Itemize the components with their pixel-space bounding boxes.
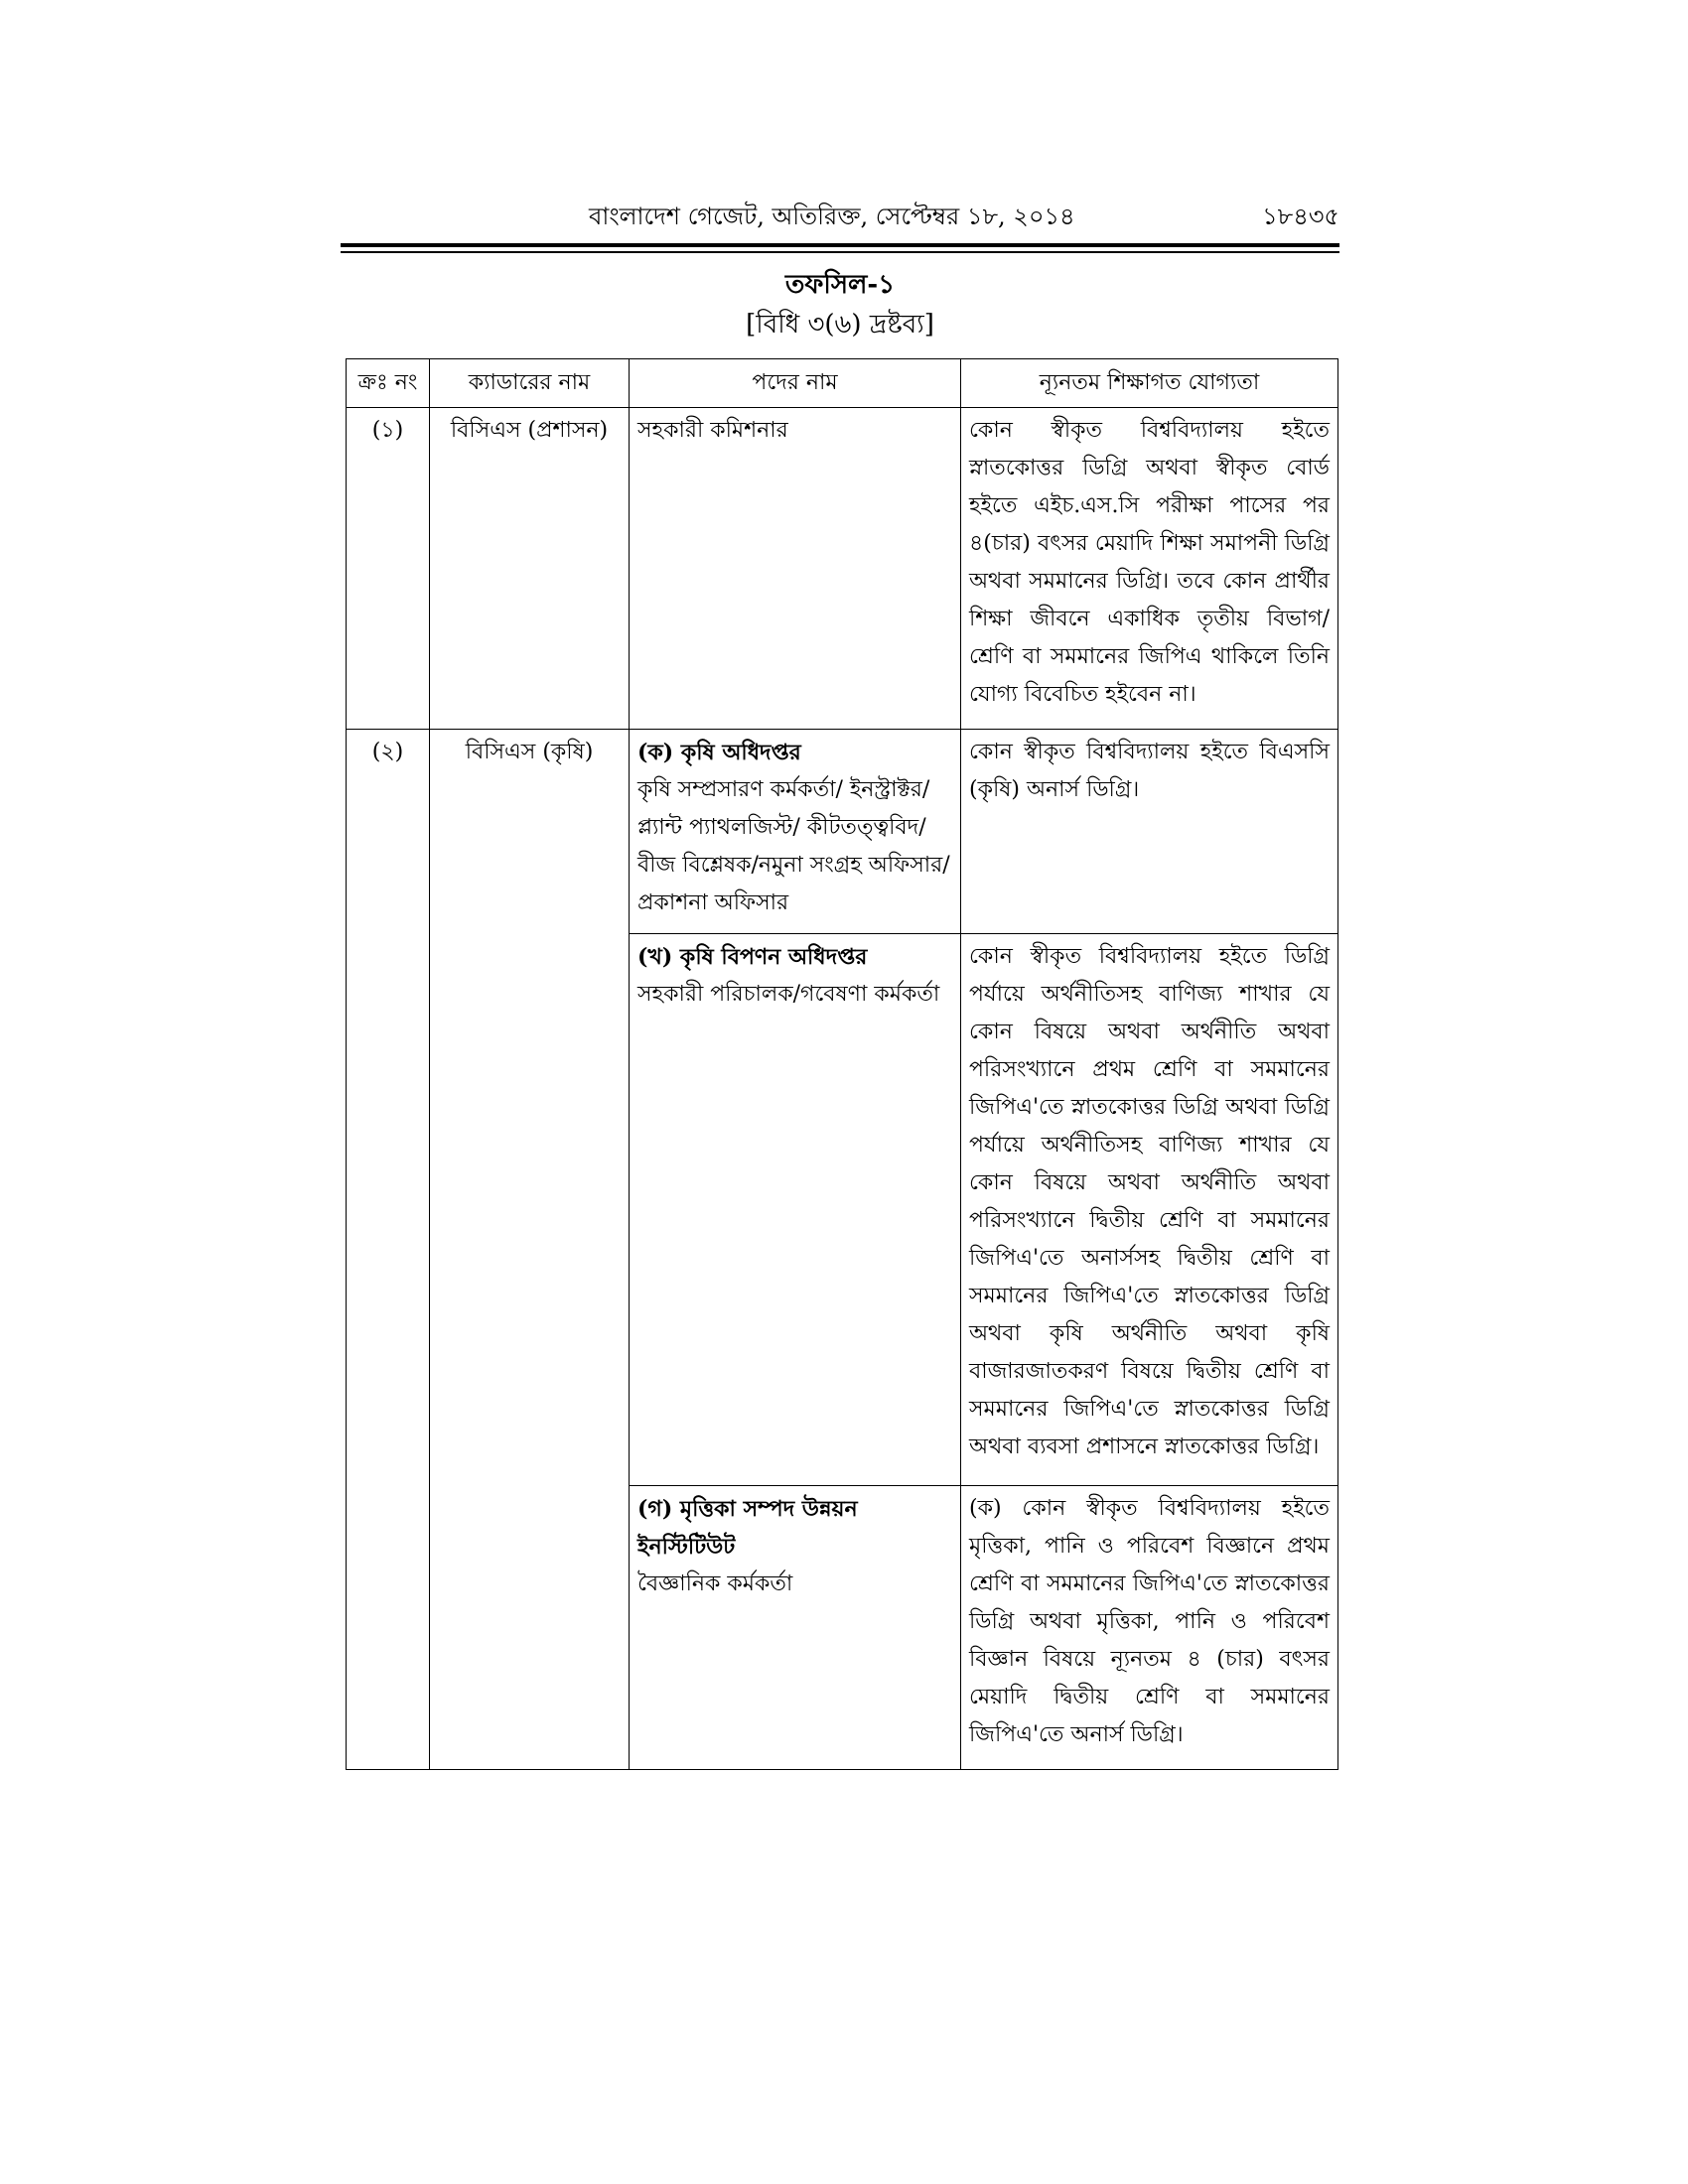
row-qualification: কোন স্বীকৃত বিশ্ববিদ্যালয় হইতে স্নাতকোত্তর ডিগ্রি অথবা স্বীকৃত বোর্ড হইতে এইচ.এস.সি পরীক্ষা পাসের পর ৪(চার) বৎসর মেয়াদি শিক্ষা সমাপনী ডিগ্রি অথবা সমমানের ডিগ্রি। তবে কোন প্রার্থীর শিক্ষা জীবনে একাধিক তৃতীয় বিভাগ/শ্রেণি বা সমমানের জিপিএ থাকিলে তিনি যোগ্য বিবেচিত হইবেন না। bbox=[961, 408, 1338, 730]
post-name: কৃষি সম্প্রসারণ কর্মকর্তা/ ইনস্ট্রাক্টর/প্ল্যান্ট প্যাথলজিস্ট/ কীটতত্ত্ববিদ/ বীজ বিশ্লেষক/নমুনা সংগ্রহ অফিসার/ প্রকাশনা অফিসার bbox=[637, 777, 950, 915]
header-post: পদের নাম bbox=[630, 359, 961, 408]
post-department: (খ) কৃষি বিপণন অধিদপ্তর bbox=[637, 944, 868, 970]
header-serial: ক্রঃ নং bbox=[347, 359, 430, 408]
header-qualification: ন্যূনতম শিক্ষাগত যোগ্যতা bbox=[961, 359, 1338, 408]
header-cadre: ক্যাডারের নাম bbox=[430, 359, 630, 408]
row-post bbox=[630, 408, 961, 730]
row-serial: (২) bbox=[347, 730, 430, 1770]
post-department: (গ) মৃত্তিকা সম্পদ উন্নয়ন ইনস্টিটিউট bbox=[637, 1496, 858, 1560]
header-rule-thick bbox=[341, 243, 1339, 247]
row-post bbox=[630, 934, 961, 1486]
page-number: ১৮৪৩৫ bbox=[1262, 203, 1339, 230]
qualification-table bbox=[346, 358, 1338, 1770]
row-qualification: কোন স্বীকৃত বিশ্ববিদ্যালয় হইতে বিএসসি (কৃষি) অনার্স ডিগ্রি। bbox=[961, 730, 1338, 934]
post-department: (ক) কৃষি অধিদপ্তর bbox=[637, 740, 801, 765]
post-name: সহকারী পরিচালক/গবেষণা কর্মকর্তা bbox=[637, 982, 940, 1007]
table-header-row bbox=[347, 359, 1338, 408]
gazette-title: বাংলাদেশ গেজেট, অতিরিক্ত, সেপ্টেম্বর ১৮, ২০১৪ bbox=[589, 203, 1075, 230]
schedule-title: তফসিল-১ bbox=[784, 270, 896, 300]
row-post bbox=[630, 1486, 961, 1770]
header-rule-thin bbox=[341, 251, 1339, 253]
row-qualification: কোন স্বীকৃত বিশ্ববিদ্যালয় হইতে ডিগ্রি পর্যায়ে অর্থনীতিসহ বাণিজ্য শাখার যে কোন বিষয়ে অথবা অর্থনীতি অথবা পরিসংখ্যানে প্রথম শ্রেণি বা সমমানের জিপিএ'তে স্নাতকোত্তর ডিগ্রি অথবা ডিগ্রি পর্যায়ে অর্থনীতিসহ বাণিজ্য শাখার যে কোন বিষয়ে অথবা অর্থনীতি অথবা পরিসংখ্যানে দ্বিতীয় শ্রেণি বা সমমানের জিপিএ'তে অনার্সসহ দ্বিতীয় শ্রেণি বা সমমানের জিপিএ'তে স্নাতকোত্তর ডিগ্রি অথবা কৃষি অর্থনীতি অথবা কৃষি বাজারজাতকরণ বিষয়ে দ্বিতীয় শ্রেণি বা সমমানের জিপিএ'তে স্নাতকোত্তর ডিগ্রি অথবা ব্যবসা প্রশাসনে স্নাতকোত্তর ডিগ্রি। bbox=[961, 934, 1338, 1486]
schedule-subtitle: [বিধি ৩(৬) দ্রষ্টব্য] bbox=[746, 310, 934, 340]
row-serial: (১) bbox=[347, 408, 430, 730]
post-name: বৈজ্ঞানিক কর্মকর্তা bbox=[637, 1571, 793, 1596]
post-name: সহকারী কমিশনার bbox=[637, 418, 788, 443]
row-post bbox=[630, 730, 961, 934]
table-row bbox=[347, 730, 1338, 934]
row-cadre: বিসিএস (কৃষি) bbox=[430, 730, 630, 1770]
row-cadre: বিসিএস (প্রশাসন) bbox=[430, 408, 630, 730]
table-row bbox=[347, 408, 1338, 730]
row-qualification: (ক) কোন স্বীকৃত বিশ্ববিদ্যালয় হইতে মৃত্তিকা, পানি ও পরিবেশ বিজ্ঞানে প্রথম শ্রেণি বা সমমানের জিপিএ'তে স্নাতকোত্তর ডিগ্রি অথবা মৃত্তিকা, পানি ও পরিবেশ বিজ্ঞান বিষয়ে ন্যূনতম ৪ (চার) বৎসর মেয়াদি দ্বিতীয় শ্রেণি বা সমমানের জিপিএ'তে অনার্স ডিগ্রি। bbox=[961, 1486, 1338, 1770]
gazette-header bbox=[341, 199, 1339, 236]
